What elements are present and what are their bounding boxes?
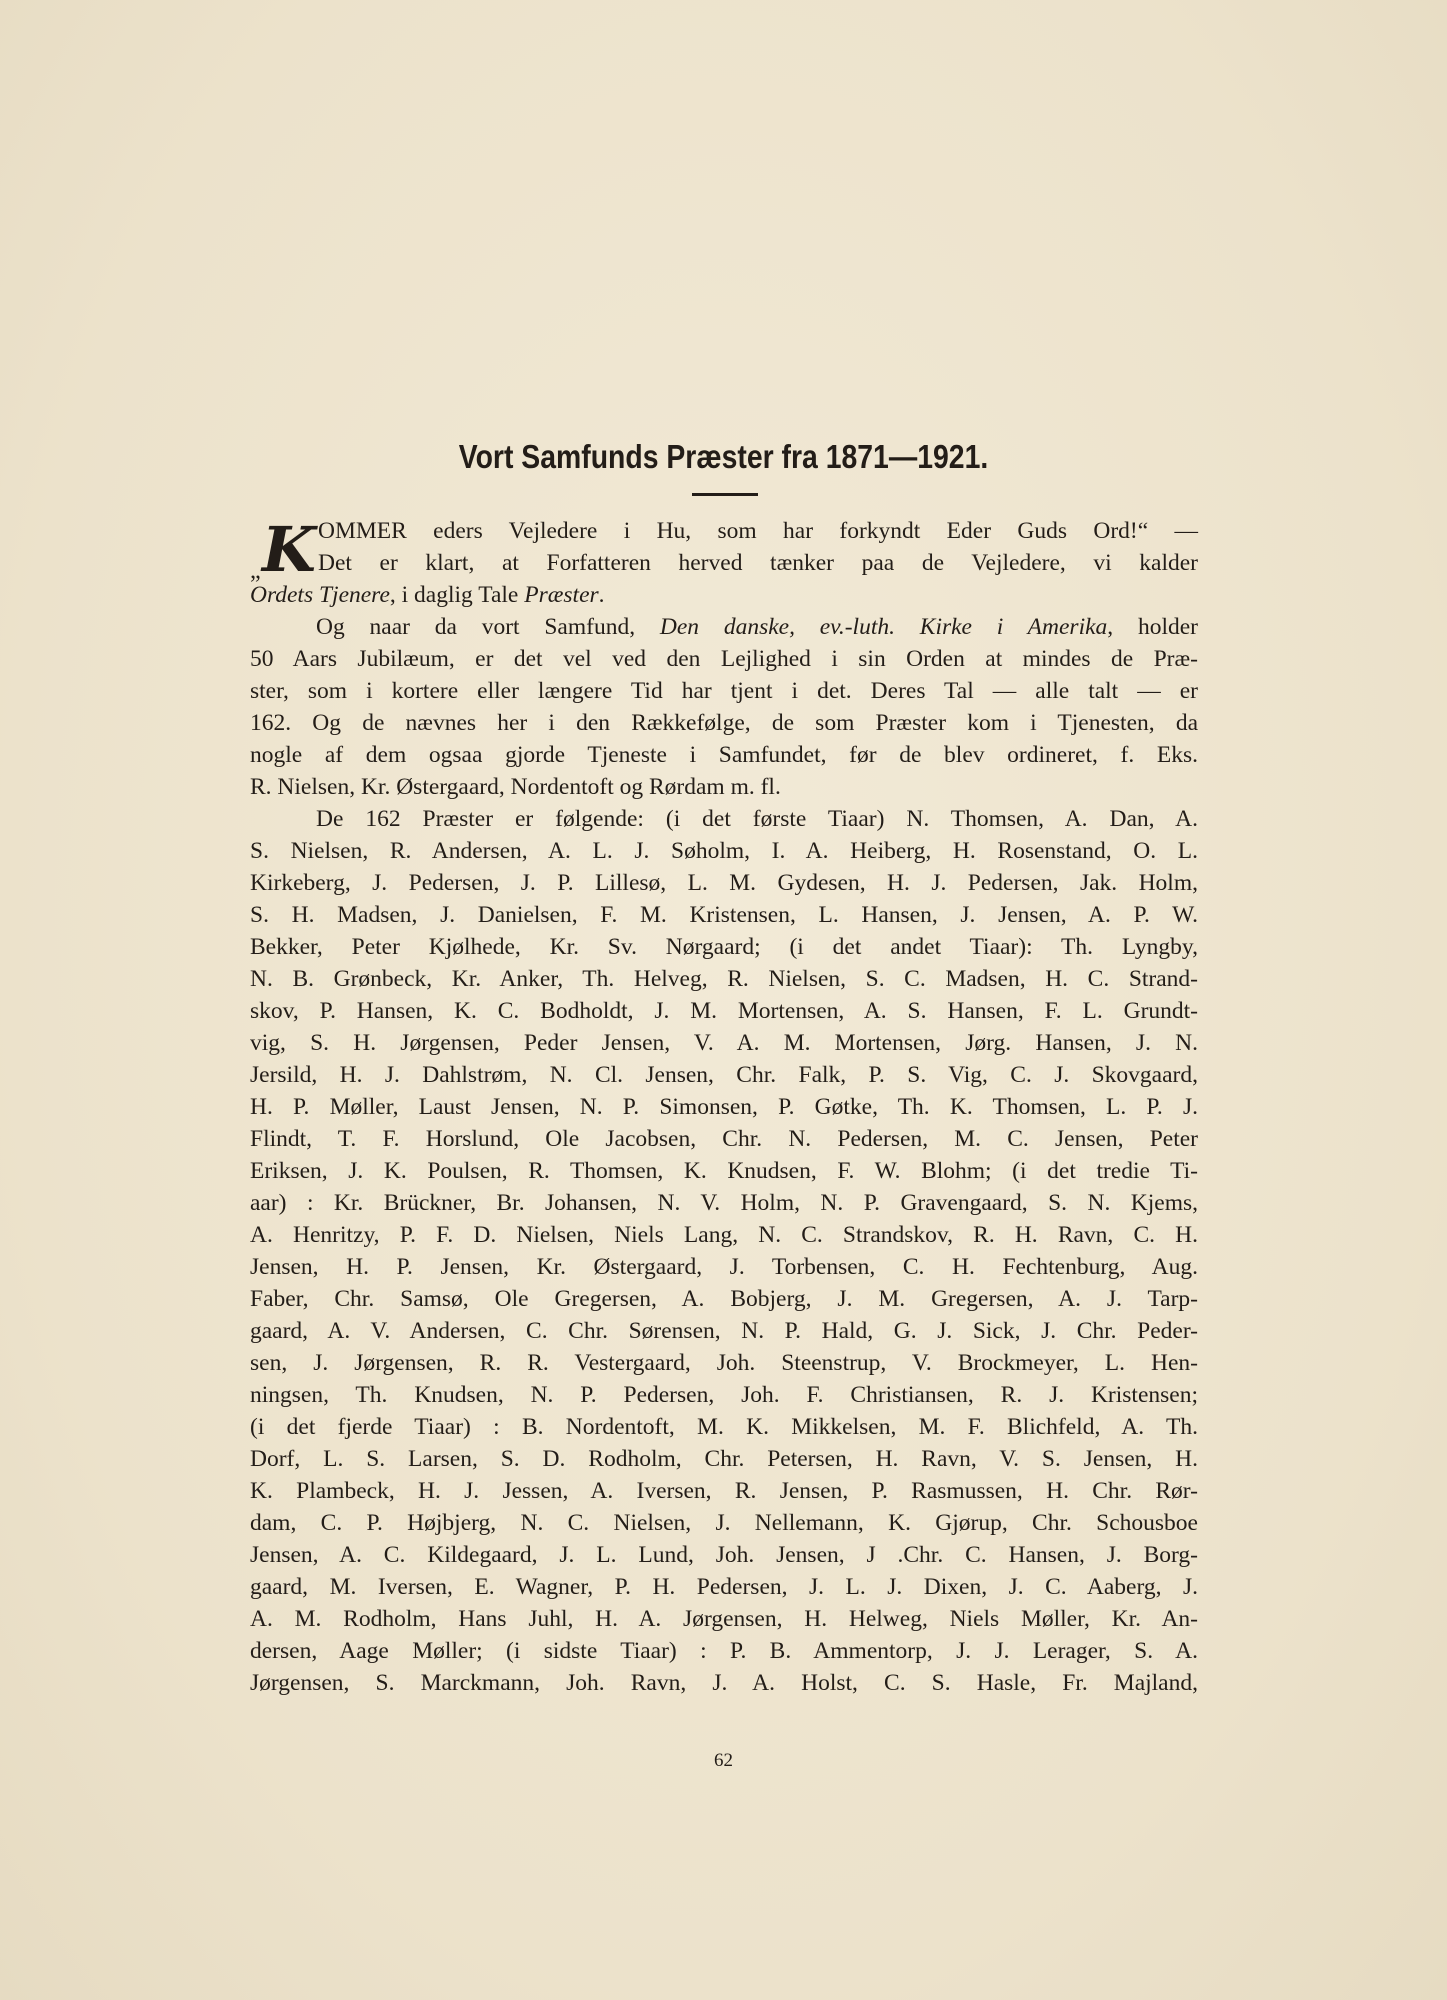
text-line <box>250 611 1198 643</box>
opening-quote: „ <box>250 558 261 584</box>
text-line: ster, som i kortere eller længere Tid har tjent i det. Deres Tal — alle talt — er <box>250 678 1198 704</box>
text-line: S. Nielsen, R. Andersen, A. L. J. Søholm, I. A. Heiberg, H. Rosenstand, O. L. <box>250 838 1198 864</box>
article-body <box>250 515 1198 1699</box>
text-line: Kirkeberg, J. Pedersen, J. P. Lillesø, L. M. Gydesen, H. J. Pedersen, Jak. Holm, <box>250 870 1198 896</box>
text-run: , i daglig Tale <box>389 582 525 608</box>
text-line: De 162 Præster er følgende: (i det første Tiaar) N. Thomsen, A. Dan, A. <box>316 806 1198 832</box>
text-line: OMMER eders Vejledere i Hu, som har forkyndt Eder Guds Ord!“ — <box>318 518 1198 544</box>
text-line: Flindt, T. F. Horslund, Ole Jacobsen, Chr. N. Pedersen, M. C. Jensen, Peter <box>250 1126 1198 1152</box>
text-run: . <box>598 582 605 608</box>
drop-cap: K <box>262 513 316 586</box>
text-line: ningsen, Th. Knudsen, N. P. Pedersen, Joh. F. Christiansen, R. J. Kristensen; <box>250 1382 1198 1408</box>
text-run: , holder <box>1107 614 1198 640</box>
italic-text: Den danske, ev.-luth. Kirke i Amerika <box>659 614 1108 640</box>
text-line: K. Plambeck, H. J. Jessen, A. Iversen, R. Jensen, P. Rasmussen, H. Chr. Rør- <box>250 1478 1198 1504</box>
title-divider <box>692 493 758 496</box>
text-line: Jensen, A. C. Kildegaard, J. L. Lund, Joh. Jensen, J .Chr. C. Hansen, J. Borg- <box>250 1542 1198 1568</box>
text-line: N. B. Grønbeck, Kr. Anker, Th. Helveg, R. Nielsen, S. C. Madsen, H. C. Strand- <box>250 966 1198 992</box>
text-line: dersen, Aage Møller; (i sidste Tiaar) : P. B. Ammentorp, J. J. Lerager, S. A. <box>250 1638 1198 1664</box>
text-line: vig, S. H. Jørgensen, Peder Jensen, V. A. M. Mortensen, Jørg. Hansen, J. N. <box>250 1030 1198 1056</box>
text-line: Dorf, L. S. Larsen, S. D. Rodholm, Chr. Petersen, H. Ravn, V. S. Jensen, H. <box>250 1446 1198 1472</box>
italic-text: Ordets Tjenere <box>250 582 390 608</box>
text-line: skov, P. Hansen, K. C. Bodholdt, J. M. Mortensen, A. S. Hansen, F. L. Grundt- <box>250 998 1198 1024</box>
page-title: Vort Samfunds Præster fra 1871—1921. <box>458 438 989 475</box>
text-line: nogle af dem ogsaa gjorde Tjeneste i Samfundet, før de blev ordineret, f. Eks. <box>250 742 1198 768</box>
text-line: Bekker, Peter Kjølhede, Kr. Sv. Nørgaard; (i det andet Tiaar): Th. Lyngby, <box>250 934 1198 960</box>
text-line: Eriksen, J. K. Poulsen, R. Thomsen, K. Knudsen, F. W. Blohm; (i det tredie Ti- <box>250 1158 1198 1184</box>
paragraph <box>250 803 1198 1699</box>
text-line: S. H. Madsen, J. Danielsen, F. M. Kristensen, L. Hansen, J. Jensen, A. P. W. <box>250 902 1198 928</box>
text-line: H. P. Møller, Laust Jensen, N. P. Simonsen, P. Gøtke, Th. K. Thomsen, L. P. J. <box>250 1094 1198 1120</box>
text-line: Jersild, H. J. Dahlstrøm, N. Cl. Jensen, Chr. Falk, P. S. Vig, C. J. Skovgaard, <box>250 1062 1198 1088</box>
text-run: Og naar da vort Samfund, <box>316 614 660 640</box>
paragraph <box>250 611 1198 803</box>
text-line: gaard, M. Iversen, E. Wagner, P. H. Pedersen, J. L. J. Dixen, J. C. Aaberg, J. <box>250 1574 1198 1600</box>
italic-text: Præster <box>524 582 599 608</box>
text-line: Faber, Chr. Samsø, Ole Gregersen, A. Bobjerg, J. M. Gregersen, A. J. Tarp- <box>250 1286 1198 1312</box>
text-line: 50 Aars Jubilæum, er det vel ved den Lejlighed i sin Orden at mindes de Præ- <box>250 646 1198 672</box>
text-line: dam, C. P. Højbjerg, N. C. Nielsen, J. Nellemann, K. Gjørup, Chr. Schousboe <box>250 1510 1198 1536</box>
text-line: Det er klart, at Forfatteren herved tænker paa de Vejledere, vi kalder <box>318 550 1198 576</box>
page-number: 62 <box>714 1750 733 1771</box>
text-line: A. M. Rodholm, Hans Juhl, H. A. Jørgensen, H. Helweg, Niels Møller, Kr. An- <box>250 1606 1198 1632</box>
text-line: Jørgensen, S. Marckmann, Joh. Ravn, J. A. Holst, C. S. Hasle, Fr. Majland, <box>250 1670 1198 1696</box>
text-line <box>250 579 1198 611</box>
text-line: 162. Og de nævnes her i den Rækkefølge, de som Præster kom i Tjenesten, da <box>250 710 1198 736</box>
text-line: sen, J. Jørgensen, R. R. Vestergaard, Joh. Steenstrup, V. Brockmeyer, L. Hen- <box>250 1350 1198 1376</box>
text-line: A. Henritzy, P. F. D. Nielsen, Niels Lang, N. C. Strandskov, R. H. Ravn, C. H. <box>250 1222 1198 1248</box>
text-line: gaard, A. V. Andersen, C. Chr. Sørensen, N. P. Hald, G. J. Sick, J. Chr. Peder- <box>250 1318 1198 1344</box>
text-line: aar) : Kr. Brückner, Br. Johansen, N. V. Holm, N. P. Gravengaard, S. N. Kjems, <box>250 1190 1198 1216</box>
paragraph <box>250 515 1198 611</box>
text-line: R. Nielsen, Kr. Østergaard, Nordentoft og Rørdam m. fl. <box>250 774 781 800</box>
text-line: (i det fjerde Tiaar) : B. Nordentoft, M. K. Mikkelsen, M. F. Blichfeld, A. Th. <box>250 1414 1198 1440</box>
text-line: Jensen, H. P. Jensen, Kr. Østergaard, J. Torbensen, C. H. Fechtenburg, Aug. <box>250 1254 1198 1280</box>
